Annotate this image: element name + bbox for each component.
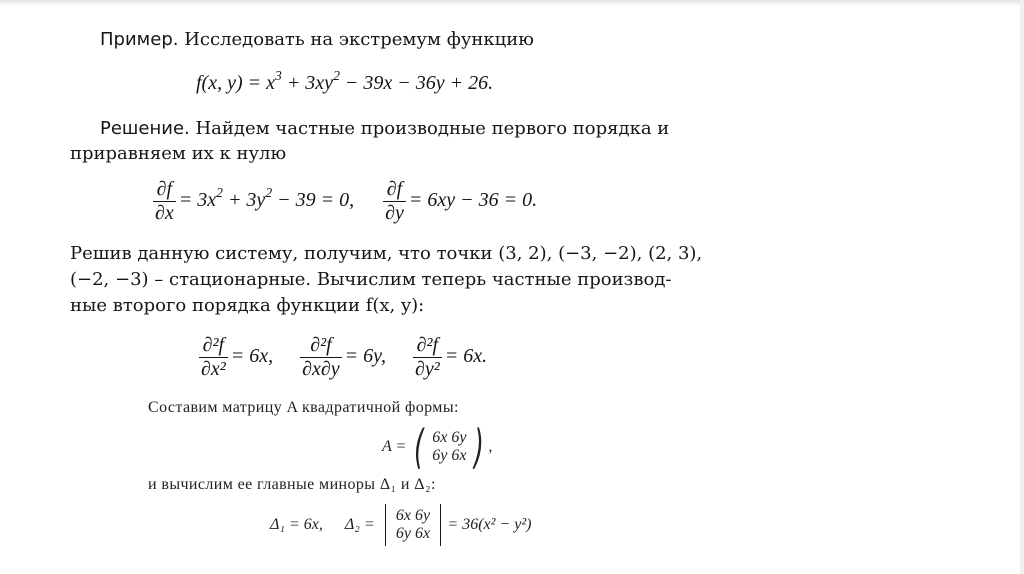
pd-x-exp2: 2 <box>265 185 273 201</box>
sd-xy-eq: = 6y, <box>344 345 386 368</box>
function-rest: − 39x − 36y + 26. <box>339 72 494 94</box>
function-lhs: f(x, y) = x <box>196 72 276 94</box>
sd-xy-fraction <box>300 334 342 381</box>
left-paren-icon: ( <box>414 420 425 474</box>
det-right-bar <box>440 504 441 546</box>
matrix-row-1: 6x 6y <box>432 428 467 446</box>
stationary-line-3: ные второго порядка функции f(x, y): <box>70 295 425 316</box>
det-row-1: 6x 6y <box>395 506 431 524</box>
sd-xx-num: ∂²f <box>199 334 228 358</box>
sd-xy-den: ∂x∂y <box>302 358 340 380</box>
right-paren-icon: ) <box>474 420 485 474</box>
matrix-row-2: 6y 6x <box>432 447 467 464</box>
minors-formula <box>270 504 531 546</box>
pd-y-fraction <box>383 178 406 225</box>
sd-xx-den: ∂x² <box>201 358 226 380</box>
function-exp2: 2 <box>333 67 340 83</box>
solution-line-1 <box>100 118 669 139</box>
function-exp1: 3 <box>275 67 282 83</box>
first-order-partials <box>150 178 537 225</box>
example-label: Пример. <box>100 29 179 50</box>
delta1: Δ₁ = 6x, <box>270 516 323 533</box>
pd-x-eq-c: − 39 = 0, <box>272 189 355 212</box>
function-mid: + 3xy <box>281 72 334 94</box>
slide-top-edge <box>0 0 1024 6</box>
matrix-after: , <box>488 438 493 455</box>
function-formula <box>196 67 494 95</box>
solution-label: Решение. <box>100 118 190 139</box>
sd-xx-eq: = 6x, <box>230 345 274 368</box>
second-order-partials <box>196 334 487 381</box>
solution-text: Найдем частные производные первого порядка и <box>195 118 670 139</box>
det-rhs: = 36(x² − y²) <box>447 516 532 533</box>
minors-intro: и вычислим ее главные миноры Δ₁ и Δ₂: <box>148 476 436 493</box>
slide-right-edge <box>1020 0 1024 574</box>
pd-x-eq-b: + 3y <box>222 189 266 212</box>
pd-x-den: ∂x <box>155 202 174 224</box>
matrix-body <box>432 429 466 466</box>
pd-x-num: ∂f <box>153 178 176 202</box>
stationary-line-2: (−2, −3) – стационарные. Вычислим теперь частные производ- <box>70 269 672 290</box>
sd-yy-den: ∂y² <box>414 358 440 380</box>
sd-yy-fraction <box>413 334 442 381</box>
sd-yy-num: ∂²f <box>413 334 442 358</box>
pd-x-fraction <box>153 178 176 225</box>
example-heading <box>100 29 534 50</box>
pd-y-den: ∂y <box>385 202 404 224</box>
matrix-a <box>382 420 493 474</box>
sd-xy-num: ∂²f <box>300 334 342 358</box>
example-text: Исследовать на экстремум функцию <box>184 29 534 50</box>
sd-xx-fraction <box>199 334 228 381</box>
det-body <box>396 507 430 544</box>
delta2-lhs: Δ₂ = <box>344 516 375 533</box>
pd-y-num: ∂f <box>383 178 406 202</box>
det-row-2: 6y 6x <box>395 525 431 542</box>
pd-x-exp1: 2 <box>216 185 223 201</box>
matrix-lhs: A = <box>382 438 407 455</box>
det-left-bar <box>385 504 386 546</box>
sd-yy-eq: = 6x. <box>444 345 488 368</box>
matrix-intro: Составим матрицу A квадратичной формы: <box>148 399 459 416</box>
stationary-line-1: Решив данную систему, получим, что точки (3, 2), (−3, −2), (2, 3), <box>70 243 703 264</box>
pd-y-eq: = 6xy − 36 = 0. <box>408 189 538 212</box>
pd-x-eq-a: = 3x <box>178 189 217 212</box>
solution-line-2: приравняем их к нулю <box>70 143 287 164</box>
